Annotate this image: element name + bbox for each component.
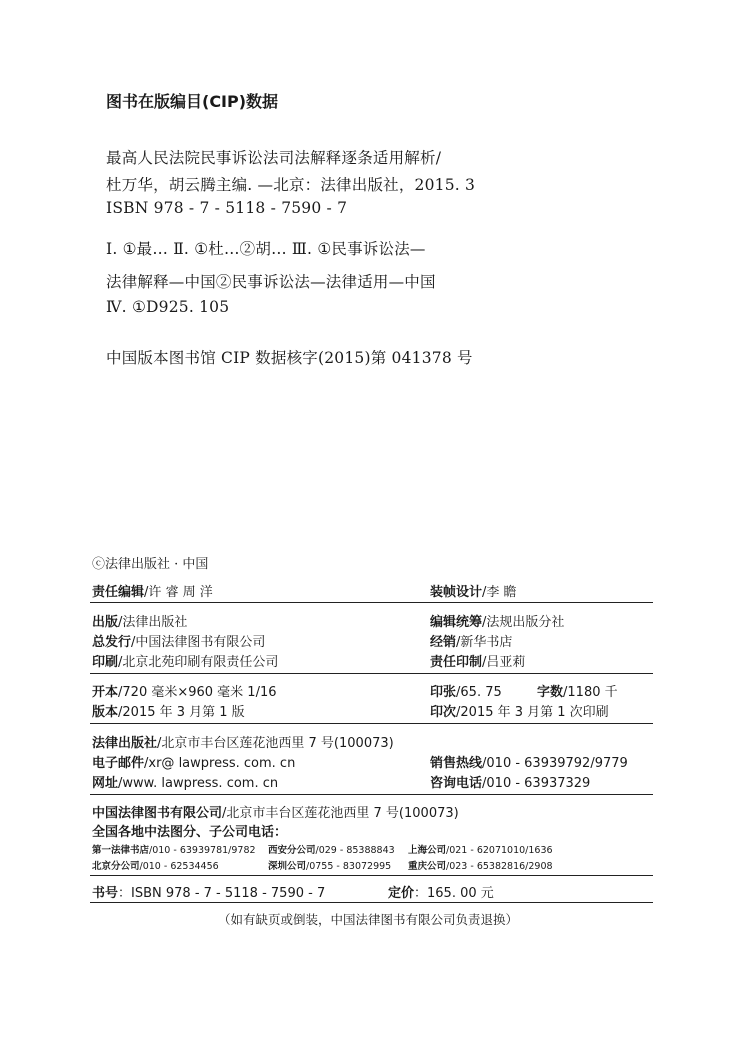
company-address [92, 802, 459, 821]
seller [430, 631, 512, 650]
format-value: /720 毫米×960 毫米 1/16 [118, 685, 277, 700]
editing-coordination-label: 编辑统筹 [430, 615, 483, 630]
branch-xian [268, 842, 395, 856]
word-count-value: /1180 千 [563, 685, 618, 700]
print-manager [430, 651, 525, 670]
website [92, 772, 278, 791]
edition-label: 版本 [92, 705, 119, 720]
cover-design [430, 581, 517, 600]
divider [90, 902, 653, 903]
impression-value: /2015 年 3 月第 1 次印刷 [456, 705, 609, 720]
cip-classification-3: Ⅳ. ①D925. 105 [106, 298, 230, 316]
general-distributor [92, 631, 265, 650]
branch-value: /010 - 63939781/9782 [149, 845, 256, 856]
print-manager-value: /吕亚莉 [482, 655, 526, 670]
website-value: /www. lawpress. com. cn [118, 776, 279, 791]
general-distributor-label: 总发行 [92, 635, 132, 650]
website-label: 网址 [92, 776, 119, 791]
printer-value: /北京北苑印刷有限责任公司 [118, 655, 279, 670]
branch-label: 西安分公司 [268, 845, 316, 856]
branch-value: /021 - 62071010/1636 [446, 845, 553, 856]
seller-label: 经销 [430, 635, 457, 650]
cip-isbn: ISBN 978 - 7 - 5118 - 7590 - 7 [106, 199, 348, 217]
sales-hotline-value: /010 - 63939792/9779 [482, 756, 628, 771]
branch-label: 重庆公司 [408, 861, 447, 872]
branch-value: /023 - 65382816/2908 [446, 861, 553, 872]
edition-value: /2015 年 3 月第 1 版 [118, 705, 245, 720]
editing-coordination-value: /法规出版分社 [482, 615, 565, 630]
general-distributor-value: /中国法律图书有限公司 [131, 635, 266, 650]
edition [92, 701, 245, 720]
company-address-label: 中国法律图书有限公司 [92, 806, 223, 821]
responsible-editor-value: /许 睿 周 洋 [144, 585, 213, 600]
branch-shenzhen [268, 858, 391, 872]
sales-hotline [430, 752, 628, 771]
printer [92, 651, 278, 670]
branch-label: 北京分公司 [92, 861, 140, 872]
publisher-value: /法律出版社 [118, 615, 188, 630]
cip-record-number: 中国版本图书馆 CIP 数据核字(2015)第 041378 号 [106, 349, 473, 367]
price-value: ：165. 00 元 [414, 886, 494, 901]
press-address-value: /北京市丰台区莲花池西里 7 号(100073) [157, 736, 394, 751]
press-address-label: 法律出版社 [92, 736, 158, 751]
branch-value: /029 - 85388843 [315, 845, 395, 856]
cover-design-value: /李 瞻 [482, 585, 517, 600]
copyright-mark: ⓒ法律出版社 · 中国 [92, 557, 209, 572]
printed-sheets-label: 印张 [430, 685, 457, 700]
divider [90, 602, 653, 603]
branch-label: 第一法律书店 [92, 845, 150, 856]
return-notice: （如有缺页或倒装，中国法律图书有限公司负责退换） [218, 912, 519, 927]
branch-chongqing [408, 858, 553, 872]
cip-title: 图书在版编目(CIP)数据 [106, 92, 279, 111]
book-number-label: 书号 [92, 886, 119, 901]
responsible-editor-label: 责任编辑 [92, 585, 145, 600]
printer-label: 印刷 [92, 655, 119, 670]
impression-label: 印次 [430, 705, 457, 720]
branch-value: /0755 - 83072995 [306, 861, 392, 872]
branch-beijing [92, 858, 219, 872]
cip-book-title: 最高人民法院民事诉讼法司法解释逐条适用解析/ [106, 149, 442, 167]
print-manager-label: 责任印制 [430, 655, 483, 670]
editing-coordination [430, 611, 564, 630]
email-label: 电子邮件 [92, 756, 145, 771]
divider [90, 875, 653, 876]
branch-first-law-bookstore [92, 842, 256, 856]
impression [430, 701, 609, 720]
publisher-label: 出版 [92, 615, 119, 630]
price-label: 定价 [388, 886, 415, 901]
branch-label: 上海公司 [408, 845, 447, 856]
email-value: /xr@ lawpress. com. cn [144, 756, 296, 771]
publisher [92, 611, 187, 630]
company-address-value: /北京市丰台区莲花池西里 7 号(100073) [222, 806, 459, 821]
printed-sheets [430, 681, 502, 700]
inquiry-phone-value: /010 - 63937329 [482, 776, 591, 791]
email [92, 752, 295, 771]
responsible-editor [92, 581, 213, 600]
divider [90, 794, 653, 795]
branches-title [92, 821, 287, 840]
branch-shanghai [408, 842, 553, 856]
inquiry-phone [430, 772, 590, 791]
branch-value: /010 - 62534456 [139, 861, 219, 872]
branch-label: 深圳公司 [268, 861, 307, 872]
press-address [92, 732, 394, 751]
book-number [92, 882, 325, 901]
sales-hotline-label: 销售热线 [430, 756, 483, 771]
book-number-value: ：ISBN 978 - 7 - 5118 - 7590 - 7 [118, 886, 326, 901]
word-count [537, 681, 618, 700]
price [388, 882, 494, 901]
branches-title-text: 全国各地中法图分、子公司电话： [92, 825, 288, 840]
printed-sheets-value: /65. 75 [456, 685, 502, 700]
divider [90, 673, 653, 674]
divider [90, 723, 653, 724]
format-label: 开本 [92, 685, 119, 700]
cip-classification-2: 法律解释—中国②民事诉讼法—法律适用—中国 [106, 273, 436, 291]
cover-design-label: 装帧设计 [430, 585, 483, 600]
word-count-label: 字数 [537, 685, 564, 700]
cip-authors: 杜万华，胡云腾主编. —北京：法律出版社，2015. 3 [106, 176, 476, 194]
format [92, 681, 277, 700]
seller-value: /新华书店 [456, 635, 513, 650]
cip-classification-1: Ⅰ. ①最… Ⅱ. ①杜…②胡… Ⅲ. ①民事诉讼法— [106, 240, 426, 258]
inquiry-phone-label: 咨询电话 [430, 776, 483, 791]
